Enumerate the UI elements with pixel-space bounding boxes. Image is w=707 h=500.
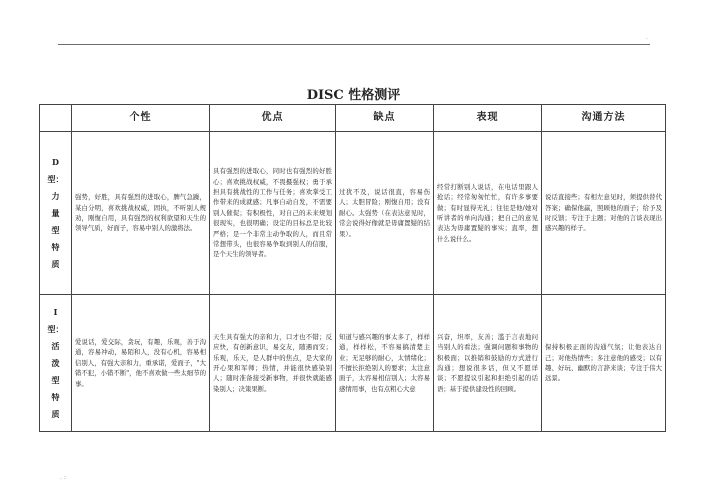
type-char: 活 [51,340,60,351]
table-header-row [40,105,666,132]
cell-personality: 强势，好胜，具有强烈的进取心，脾气急躁，某白分明，喜欢挑战权威，固执，不听别人规劝，刚愎自用，具有强烈的权利欲望和天生的领导气质，好面子，容易中别人的激将法。 [72,132,210,295]
cell-strengths: 具有强烈的进取心，同时也有强烈的好胜心；喜欢挑战权威，不畏摄强权；勇于承担具有挑战性的工作与任务；喜欢掌受工作带来的成就感；凡事自动自发，不需要别人催促；有积极性，对自己的未来规划很现实，也很明确；设定的目标总是比较严格；是一个非常主动争取的人，而且常常想带头，也很容易争取到别人的信服，是个天生的领导者。 [210,132,336,295]
cell-personality: 爱说话，爱交际，贪玩，有趣，乐观，善于沟通，容易冲动，易陌和人，没有心机，容易相信别人，有强大亲和力，重承诺，爱面子，"大错不犯，小错不断"，他不喜欢做一些太细节的事。 [72,295,210,432]
cell-communication: 说话直接些；有相左意见时，须提供替代答案；确保他赢，照顾他的面子；给予及时反馈；专注于主题；对他的言谈表现出感兴趣的样子。 [542,132,666,295]
table-row-d-type [40,132,666,295]
type-char: 特 [51,241,60,252]
type-letter: D [52,156,59,167]
header-cell-type [40,105,72,132]
type-char: 力 [51,190,60,201]
footer-mark: . : [60,474,66,481]
type-char: 质 [51,258,60,269]
type-char: 型 [51,374,60,385]
type-char: 型： [47,173,64,184]
type-char: 量 [51,207,60,218]
disc-table [39,104,666,432]
cell-weaknesses: 知道与感兴趣的事太多了，样样通，样样松，不容易搞清楚主业；无足够的耐心，太情绪化；不擅长拒绝别人的要求；太注意面子，太容易相信别人；太容易感情用事，也有点粗心大意 [336,295,434,432]
type-char: 质 [51,408,60,419]
type-label-i [40,295,72,432]
cell-behavior: 兴奋，坦率，友善；滥于言表地问当别人的看法；强调问题和事物的积极面；以推销和鼓励的方式进行沟通；想说很多话，但又不愿详谈；不愿提议引起和拒绝引起的话语；基于提供建设性的回顾。 [434,295,542,432]
cell-weaknesses: 过犹不及，说话很直，容易伤人；太胆冒险；刚愎自用；没有耐心。太强势（在表达意见时，常会说得好像就是毋庸置疑的结果）。 [336,132,434,295]
header-dot: · [646,36,648,43]
type-label-d [40,132,72,295]
header-cell-strengths: 优点 [210,105,336,132]
header-rule [58,44,650,45]
document-title: DISC 性格测评 [306,88,401,103]
type-letter: I [53,306,58,317]
header-cell-behavior: 表现 [434,105,542,132]
table-row-i-type [40,295,666,432]
header-cell-personality: 个性 [72,105,210,132]
header-cell-weaknesses: 缺点 [336,105,434,132]
type-char: 型 [51,224,60,235]
type-char: 泼 [51,357,60,368]
cell-strengths: 天生具有强大的亲和力，口才也不错；反应快，有创新意识，易交友，随遇而安；乐观，乐天，是人群中的焦点，是大家的开心果和军师；热情，并能很快感染别人；随时准备接受新事物，并很快就能感染别人；决策果断。 [210,295,336,432]
cell-behavior: 经常打断别人说话，在电话里跟人抢话；经常匆匆忙忙，有许多事要做；有时显得无礼；往往是他/她对听讲者的单向沟通；把自己的意见表达为毋庸置疑的事实；直率，想什么说什么。 [434,132,542,295]
type-char: 特 [51,391,60,402]
type-char: 型： [47,323,64,334]
header-cell-communication: 沟通方法 [542,105,666,132]
cell-communication: 保持积极正面的沟通气氛；让他表达自己；对他热情些；多注意他的感受；以有趣、好玩、幽默的言辞来谈；专注于伟大远景。 [542,295,666,432]
